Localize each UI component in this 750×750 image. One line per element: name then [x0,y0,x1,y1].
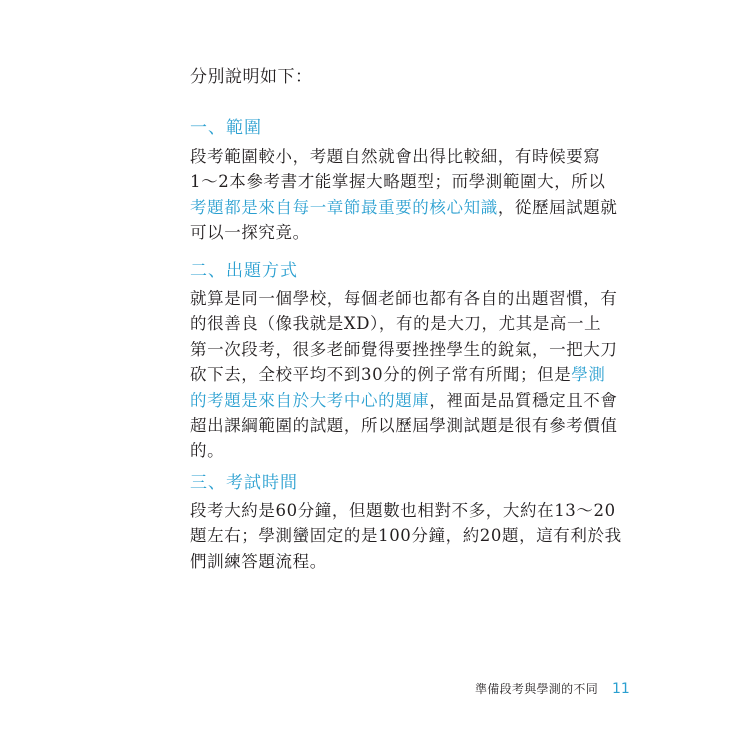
section-body-scope [190,144,618,246]
body-text: 段考大約是60分鐘，但題數也相對不多，大約在13～20 [190,501,616,520]
section-body-exam-time [190,498,622,574]
paragraph-line [190,388,618,413]
running-title: 準備段考與學測的不同 [475,682,599,696]
paragraph-line [190,549,582,574]
highlighted-text: 的考題是來自於大考中心的題庫 [190,390,430,410]
section-heading-question-style: 二、出題方式 [190,261,298,281]
body-text: 題左右；學測蠻固定的是100分鐘，約20題，這有利於我 [190,526,622,546]
paragraph-line [190,523,622,548]
body-text: 們訓練答題流程。 [190,551,327,571]
paragraph-line [190,413,618,438]
paragraph-line [190,362,606,387]
section-heading-scope: 一、範圍 [190,118,262,138]
highlighted-text: 考題都是來自每一章節最重要的核心知識 [190,197,498,217]
paragraph-line [190,438,582,463]
body-text: 超出課綱範圍的試題，所以歷屆學測試題是很有參考價值 [190,416,618,436]
body-text: 砍下去，全校平均不到30分的例子常有所聞；但是 [190,365,572,385]
page-number: 11 [612,681,630,697]
paragraph-line [190,195,618,220]
body-text: 就算是同一個學校，每個老師也都有各自的出題習慣，有 [190,289,618,308]
body-text: 第一次段考，很多老師覺得要挫挫學生的銳氣，一把大刀 [190,339,618,359]
body-text: ，從歷屆試題就 [497,197,618,217]
page-footer [475,680,630,697]
paragraph-line [190,144,601,169]
paragraph-line [190,286,618,311]
paragraph-line [190,311,602,336]
section-body-question-style [190,286,618,464]
paragraph-line [190,169,606,194]
body-text: 可以一探究竟。 [190,223,310,243]
paragraph-line [190,498,616,523]
paragraph-line [190,220,582,245]
body-text: 1～2本參考書才能掌握大略題型；而學測範圍大，所以 [190,172,606,192]
paragraph-line [190,337,618,362]
section-heading-exam-time: 三、考試時間 [190,473,298,493]
body-text: ，裡面是品質穩定且不會 [429,390,618,410]
highlighted-text: 學測 [571,365,606,385]
body-text: 段考範圍較小，考題自然就會出得比較細，有時候要寫 [190,147,601,166]
body-text: 的。 [190,441,225,461]
intro-text: 分別說明如下： [190,67,313,87]
body-text: 的很善良（像我就是XD），有的是大刀，尤其是高一上 [190,314,602,334]
